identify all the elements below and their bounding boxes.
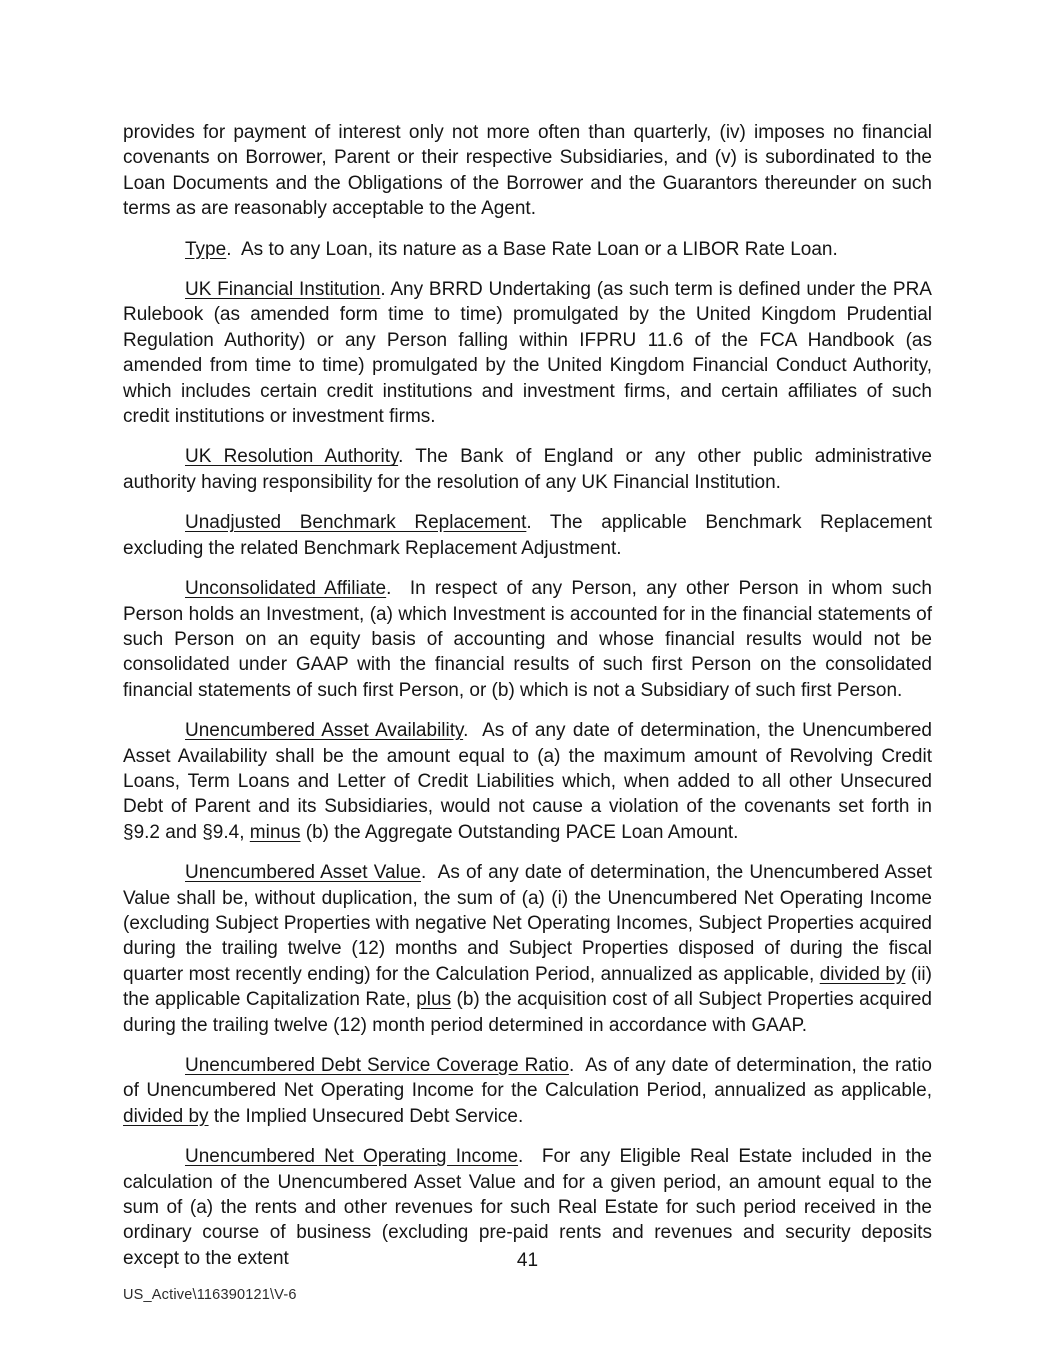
- paragraph: [123, 120, 932, 222]
- text-segment: (ii) the applicable Capitalization Rate,: [123, 963, 932, 1011]
- text-segment: (b) the Aggregate Outstanding PACE Loan Amount.: [300, 821, 739, 843]
- underlined-text: plus: [416, 989, 452, 1011]
- defined-term: Unconsolidated Affiliate: [185, 578, 387, 600]
- text-segment: the Implied Unsecured Debt Service.: [208, 1105, 524, 1127]
- document-body: [123, 120, 932, 1286]
- document-footer-id: US_Active\116390121\V-6: [123, 1287, 297, 1303]
- paragraph: [123, 860, 932, 1038]
- defined-term: Unencumbered Asset Value: [185, 862, 421, 884]
- defined-term: UK Resolution Authority: [185, 446, 399, 468]
- defined-term: Type: [185, 238, 227, 260]
- defined-term: Unadjusted Benchmark Replacement: [185, 512, 527, 534]
- paragraph: [123, 237, 932, 262]
- defined-term: Unencumbered Asset Availability: [185, 720, 464, 742]
- text-segment: provides for payment of interest only not more often than quarterly, (iv) imposes no financial covenants on Borrower, Parent or their respective Subsidiaries, and (v) is subordinated to the Loan Documents and the Obligations of the Borrower and the Guarantors thereunder on such terms as are reasonably acceptable to the Agent.: [123, 122, 932, 220]
- paragraph: [123, 1053, 932, 1129]
- text-segment: . As of any date of determination, the ratio of Unencumbered Net Operating Income for the Calculation Period, annualized as applicable,: [123, 1055, 932, 1102]
- text-segment: . Any BRRD Undertaking (as such term is defined under the PRA Rulebook (as amended form time to time) promulgated by the United Kingdom Prudential Regulation Authority) or any Person falling within IFPRU 11.6 of the FCA Handbook (as amended from time to time) promulgated by the United Kingdom Financial Conduct Authority, which includes certain credit institutions and investment firms, and certain affiliates of such credit institutions or investment firms.: [123, 279, 932, 428]
- underlined-text: divided by: [123, 1105, 209, 1127]
- paragraph: [123, 510, 932, 561]
- text-segment: . As of any date of determination, the Unencumbered Asset Availability shall be the amount equal to (a) the maximum amount of Revolving Credit Loans, Term Loans and Letter of Credit Liabilities which, when added to all other Unsecured Debt of Parent and its Subsidiaries, would not cause a violation of the covenants set forth in §9.2 and §9.4,: [123, 720, 932, 843]
- defined-term: Unencumbered Debt Service Coverage Ratio: [185, 1055, 569, 1076]
- page-number: 41: [516, 1250, 539, 1271]
- paragraph: [123, 576, 932, 703]
- text-segment: . The applicable Benchmark Replacement excluding the related Benchmark Replacement Adjustment.: [123, 512, 932, 559]
- text-segment: . As of any date of determination, the Unencumbered Asset Value shall be, without duplication, the sum of (a) (i) the Unencumbered Net Operating Income (excluding Subject Properties with negative Net Operating Incomes, Subject Properties acquired during the trailing twelve (12) months and Subject Properties disposed of during the fiscal quarter most recently ending) for the Calculation Period, annualized as applicable,: [123, 862, 933, 985]
- underlined-text: divided by: [819, 963, 906, 985]
- paragraph: [123, 444, 932, 495]
- paragraph: [123, 277, 932, 429]
- underlined-text: minus: [249, 821, 301, 843]
- text-segment: . For any Eligible Real Estate included in the calculation of the Unencumbered Asset Value and for a given period, an amount equal to the sum of (a) the rents and other revenues for such Real Estate for such period received in the ordinary course of business (excluding pre-paid rents and revenues and security deposits except to the extent: [123, 1146, 933, 1269]
- text-segment: . As to any Loan, its nature as a Base Rate Loan or a LIBOR Rate Loan.: [226, 238, 838, 260]
- text-segment: . In respect of any Person, any other Person in whom such Person holds an Investment, (a) which Investment is accounted for in the financial statements of such Person on an equity basis of accounting and whose financial results would not be consolidated under GAAP with the financial results of such first Person on the consolidated financial statements of such first Person, or (b) which is not a Subsidiary of such first Person.: [123, 578, 933, 701]
- text-segment: (b) the acquisition cost of all Subject Properties acquired during the trailing twelve (12) month period determined in accordance with GAAP.: [123, 989, 932, 1036]
- defined-term: Unencumbered Net Operating Income: [185, 1146, 519, 1168]
- paragraph: [123, 718, 932, 845]
- defined-term: UK Financial Institution: [185, 279, 381, 301]
- text-segment: . The Bank of England or any other public administrative authority having responsibility for the resolution of any UK Financial Institution.: [123, 446, 933, 493]
